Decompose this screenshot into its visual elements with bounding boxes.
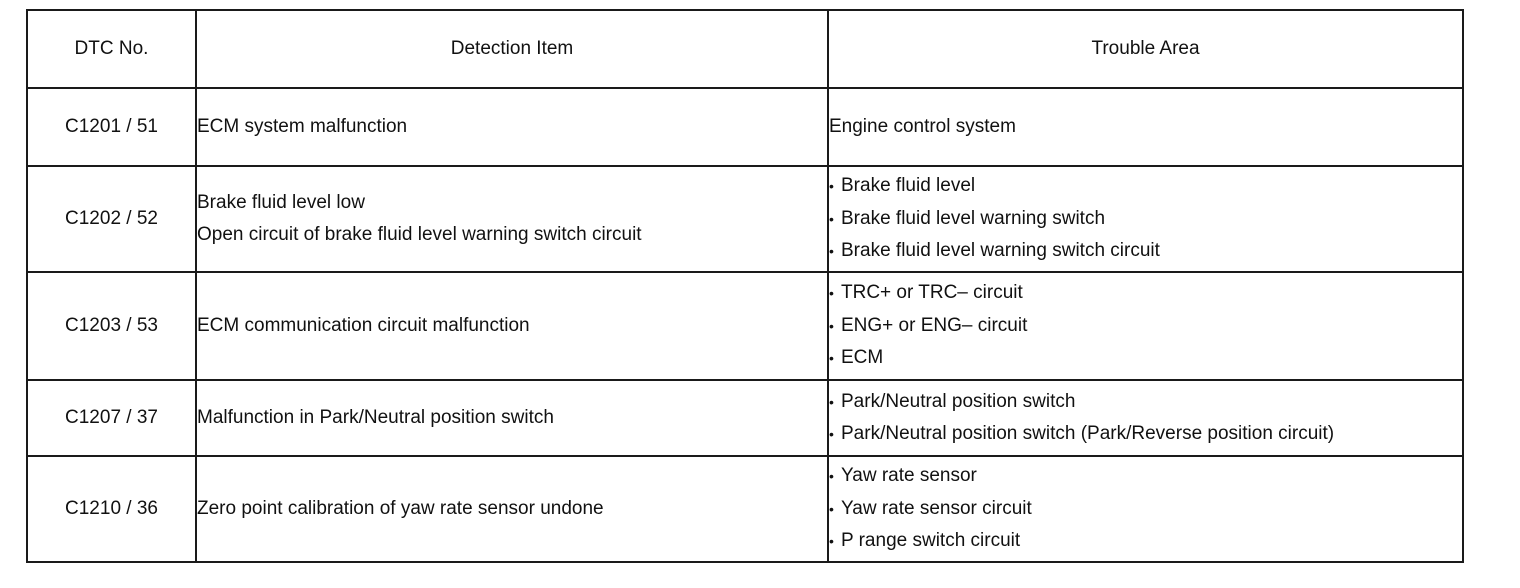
dtc-code: C1207 / 37 bbox=[27, 380, 196, 456]
header-detection-item: Detection Item bbox=[196, 10, 828, 88]
dtc-code: C1201 / 51 bbox=[27, 88, 196, 166]
trouble-list-item: • Brake fluid level warning switch bbox=[829, 203, 1462, 236]
dtc-code: C1210 / 36 bbox=[27, 456, 196, 562]
trouble-area bbox=[828, 380, 1463, 456]
bullet-icon: • bbox=[829, 350, 834, 367]
header-row bbox=[27, 10, 1463, 88]
bullet-icon: • bbox=[829, 500, 834, 517]
detection-item bbox=[196, 456, 828, 562]
bullet-icon: • bbox=[829, 285, 834, 302]
bullet-icon: • bbox=[829, 426, 834, 442]
trouble-list-item: • Yaw rate sensor bbox=[829, 460, 1462, 493]
bullet-icon: • bbox=[829, 210, 834, 227]
trouble-list-item: • ENG+ or ENG– circuit bbox=[829, 310, 1462, 343]
trouble-area bbox=[828, 166, 1463, 272]
trouble-list-item: • Brake fluid level warning switch circuit bbox=[829, 235, 1462, 268]
detection-line: Malfunction in Park/Neutral position switch bbox=[197, 407, 554, 428]
trouble-area bbox=[828, 456, 1463, 562]
detection-line: ECM system malfunction bbox=[197, 116, 408, 137]
trouble-line: Engine control system bbox=[829, 115, 1016, 137]
detection-line: Brake fluid level low bbox=[197, 192, 365, 213]
trouble-list-item: • Yaw rate sensor circuit bbox=[829, 493, 1462, 526]
trouble-area bbox=[828, 88, 1463, 166]
header-trouble-area: Trouble Area bbox=[828, 10, 1463, 88]
trouble-list bbox=[829, 460, 1462, 558]
trouble-list bbox=[829, 277, 1462, 375]
detection-item bbox=[196, 88, 828, 166]
dtc-table bbox=[26, 9, 1464, 563]
trouble-list-item: • Park/Neutral position switch bbox=[829, 386, 1462, 419]
trouble-list-item: • TRC+ or TRC– circuit bbox=[829, 277, 1462, 310]
detection-line: Open circuit of brake fluid level warning switch circuit bbox=[197, 224, 642, 245]
bullet-icon: • bbox=[829, 393, 834, 410]
trouble-list bbox=[829, 170, 1462, 268]
header-dtc-no: DTC No. bbox=[27, 10, 196, 88]
trouble-area bbox=[828, 272, 1463, 380]
bullet-icon: • bbox=[829, 533, 834, 550]
detection-item bbox=[196, 380, 828, 456]
bullet-icon: • bbox=[829, 317, 834, 334]
table-row bbox=[27, 166, 1463, 272]
detection-item bbox=[196, 166, 828, 272]
bullet-icon: • bbox=[829, 468, 834, 485]
dtc-code: C1203 / 53 bbox=[27, 272, 196, 380]
trouble-list-item: • P range switch circuit bbox=[829, 525, 1462, 558]
bullet-icon: • bbox=[829, 243, 834, 260]
detection-line: ECM communication circuit malfunction bbox=[197, 315, 530, 336]
trouble-list bbox=[829, 386, 1462, 451]
trouble-list-item: • ECM bbox=[829, 342, 1462, 375]
table-row bbox=[27, 456, 1463, 562]
table-row bbox=[27, 88, 1463, 166]
dtc-code: C1202 / 52 bbox=[27, 166, 196, 272]
detection-item bbox=[196, 272, 828, 380]
table-row bbox=[27, 380, 1463, 456]
trouble-list-item: • Brake fluid level bbox=[829, 170, 1462, 203]
table-row bbox=[27, 272, 1463, 380]
trouble-list-item: • Park/Neutral position switch (Park/Reverse position circuit) bbox=[829, 418, 1462, 451]
detection-line: Zero point calibration of yaw rate sensor undone bbox=[197, 498, 604, 519]
bullet-icon: • bbox=[829, 178, 834, 195]
